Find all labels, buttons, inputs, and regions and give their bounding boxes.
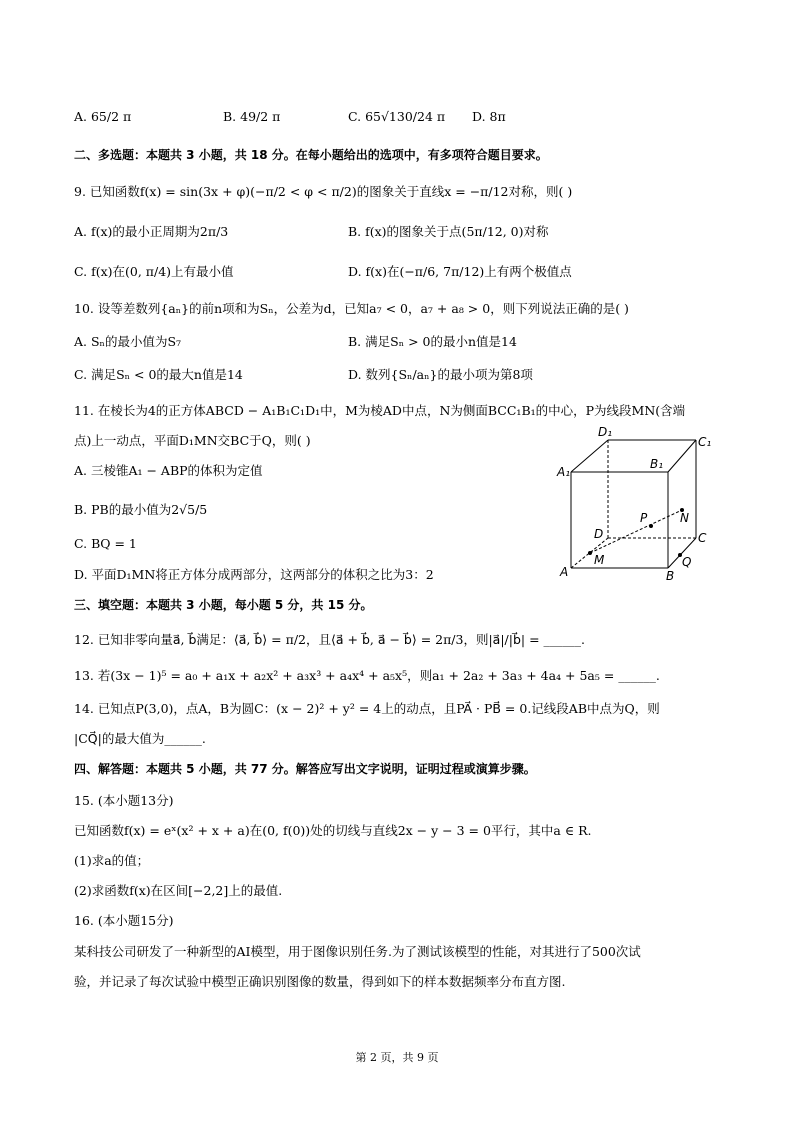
section-multiple-choice-heading: 二、多选题：本题共 3 小题，共 18 分。在每小题给出的选项中，有多项符合题目要求。	[74, 148, 548, 162]
q9-stem: 9. 已知函数f(x) = sin(3x + φ)(−π/2 < φ < π/2)的图象关于直线x = −π/12对称，则( )	[74, 184, 573, 199]
q9-option-a: A. f(x)的最小正周期为2π/3	[74, 224, 229, 239]
q16-heading: 16. (本小题15分)	[74, 913, 174, 928]
q11-stem-line2: 点)上一动点，平面D₁MN交BC于Q，则( )	[74, 433, 311, 448]
label-d1: D₁	[598, 425, 613, 439]
label-q: Q	[682, 555, 692, 569]
label-c: C	[698, 531, 707, 545]
q10-option-a: A. Sₙ的最小值为S₇	[74, 334, 182, 349]
label-p: P	[640, 511, 648, 525]
q10-option-b: B. 满足Sₙ > 0的最小n值是14	[348, 334, 517, 349]
q16-line2: 验，并记录了每次试验中模型正确识别图像的数量，得到如下的样本数据频率分布直方图.	[74, 974, 566, 989]
q11-option-b: B. PB的最小值为2√5/5	[74, 502, 208, 517]
q11-option-c: C. BQ = 1	[74, 536, 137, 551]
label-b1: B₁	[650, 457, 664, 471]
q15-stem: 已知函数f(x) = eˣ(x² + x + a)在(0, f(0))处的切线与直线2x − y − 3 = 0平行，其中a ∈ R.	[74, 823, 592, 838]
q13-text: 13. 若(3x − 1)⁵ = a₀ + a₁x + a₂x² + a₃x³ + a₄x⁴ + a₅x⁵，则a₁ + 2a₂ + 3a₃ + 4a₄ + 5a₅ = ______.	[74, 668, 660, 683]
q8-option-b: B. 49/2 π	[223, 109, 281, 124]
q16-line1: 某科技公司研发了一种新型的AI模型，用于图像识别任务.为了测试该模型的性能，对其进行了500次试	[74, 944, 641, 959]
label-b: B	[666, 569, 675, 583]
q12-text: 12. 已知非零向量a⃗, b⃗满足：⟨a⃗, b⃗⟩ = π/2，且⟨a⃗ + b⃗, a⃗ − b⃗⟩ = 2π/3，则|a⃗|/|b⃗| = ______.	[74, 632, 586, 647]
label-d: D	[594, 527, 604, 541]
q15-part1: (1)求a的值；	[74, 853, 150, 868]
q9-option-c: C. f(x)在(0, π/4)上有最小值	[74, 264, 234, 279]
q15-heading: 15. (本小题13分)	[74, 793, 174, 808]
label-n: N	[680, 511, 689, 525]
q9-option-b: B. f(x)的图象关于点(5π/12, 0)对称	[348, 224, 549, 239]
section-fill-in-heading: 三、填空题：本题共 3 小题，每小题 5 分，共 15 分。	[74, 598, 373, 612]
q11-option-d: D. 平面D₁MN将正方体分成两部分，这两部分的体积之比为3：2	[74, 567, 434, 582]
label-a: A	[560, 565, 569, 579]
cube-figure	[550, 420, 720, 585]
label-a1: A₁	[557, 465, 571, 479]
section-solution-heading: 四、解答题：本题共 5 小题，共 77 分。解答应写出文字说明，证明过程或演算步骤。	[74, 762, 536, 776]
q14-line2: |CQ⃗|的最大值为______.	[74, 731, 206, 746]
page-footer: 第 2 页，共 9 页	[355, 1051, 439, 1064]
q15-part2: (2)求函数f(x)在区间[−2,2]上的最值.	[74, 883, 283, 898]
q8-option-d: D. 8π	[472, 109, 506, 124]
q11-stem-line1: 11. 在棱长为4的正方体ABCD − A₁B₁C₁D₁中，M为棱AD中点，N为侧面BCC₁B₁的中心，P为线段MN(含端	[74, 403, 686, 418]
q10-option-c: C. 满足Sₙ < 0的最大n值是14	[74, 367, 243, 382]
label-m: M	[594, 553, 605, 567]
q14-line1: 14. 已知点P(3,0)，点A，B为圆C：(x − 2)² + y² = 4上的动点，且PA⃗ · PB⃗ = 0.记线段AB中点为Q，则	[74, 701, 660, 716]
q10-option-d: D. 数列{Sₙ/aₙ}的最小项为第8项	[348, 367, 533, 382]
q9-option-d: D. f(x)在(−π/6, 7π/12)上有两个极值点	[348, 264, 572, 279]
q10-stem: 10. 设等差数列{aₙ}的前n项和为Sₙ，公差为d，已知a₇ < 0，a₇ + a₈ > 0，则下列说法正确的是( )	[74, 301, 629, 316]
label-c1: C₁	[698, 435, 712, 449]
q8-option-c: C. 65√130/24 π	[348, 109, 446, 124]
q8-option-a: A. 65/2 π	[74, 109, 132, 124]
q11-option-a: A. 三棱锥A₁ − ABP的体积为定值	[74, 463, 263, 478]
